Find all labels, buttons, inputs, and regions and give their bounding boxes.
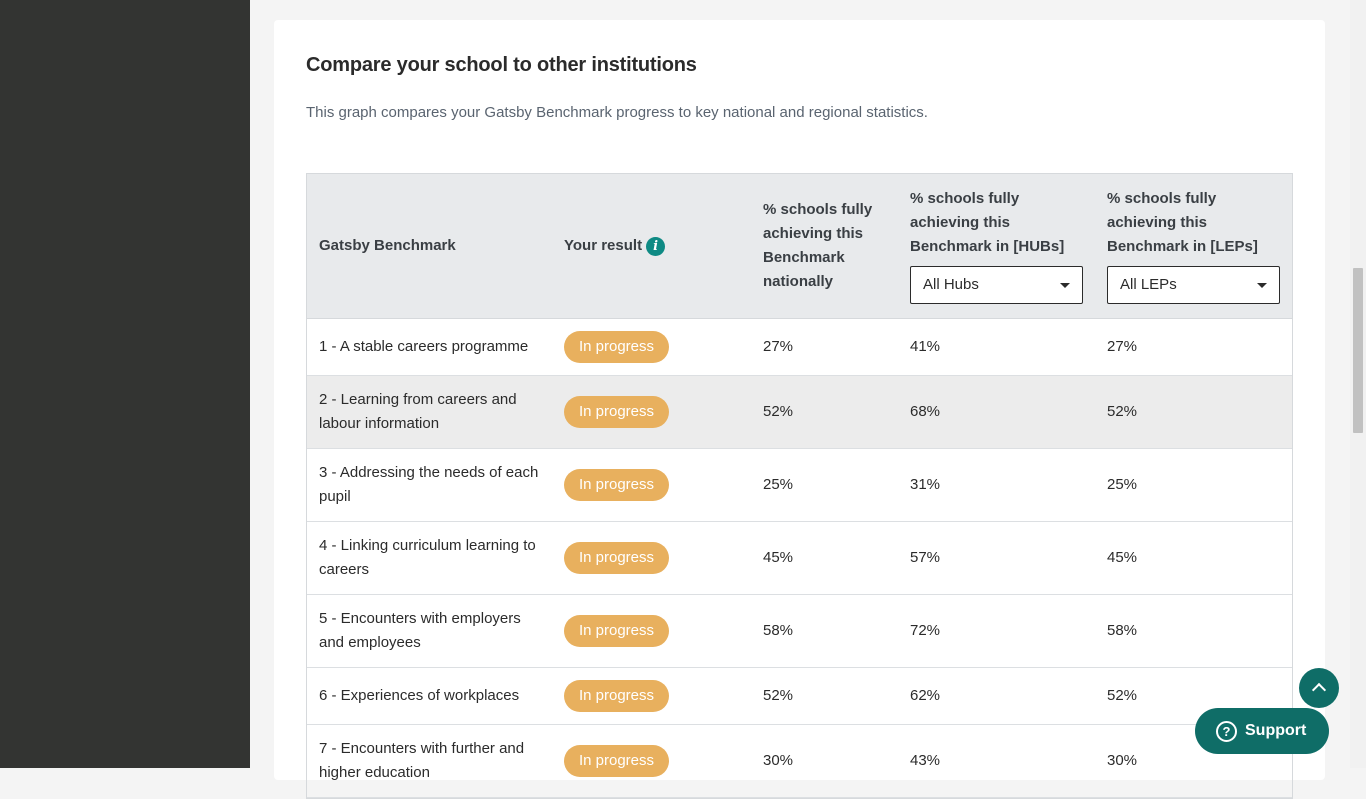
info-icon[interactable]: i <box>646 237 665 256</box>
hubs-value: 62% <box>910 687 941 704</box>
header-your-result-label: Your result <box>564 237 643 254</box>
leps-value: 52% <box>1107 687 1138 704</box>
table-row <box>307 668 1292 725</box>
hubs-value: 41% <box>910 338 941 355</box>
national-value: 52% <box>763 403 794 420</box>
leps-value: 30% <box>1107 752 1138 769</box>
scrollbar-thumb[interactable] <box>1353 268 1363 433</box>
national-value: 30% <box>763 752 794 769</box>
main-content <box>250 0 1350 781</box>
card-title: Compare your school to other institutions <box>306 54 697 76</box>
benchmark-name: 2 - Learning from careers and labour information <box>319 391 517 432</box>
hubs-value: 43% <box>910 752 941 769</box>
status-badge: In progress <box>564 615 669 647</box>
leps-value: 25% <box>1107 476 1138 493</box>
header-your-result <box>564 234 665 258</box>
header-national: % schools fully achieving this Benchmark nationally <box>763 201 873 290</box>
chevron-down-icon <box>1060 283 1070 288</box>
page-scrollbar[interactable] <box>1350 0 1366 768</box>
table-row <box>307 376 1292 449</box>
benchmark-name: 7 - Encounters with further and higher education <box>319 740 525 781</box>
hubs-value: 72% <box>910 622 941 639</box>
benchmark-table <box>306 173 1293 799</box>
leps-select-value: All LEPs <box>1120 276 1177 293</box>
support-label: Support <box>1245 722 1307 739</box>
back-to-top-button[interactable] <box>1299 668 1339 708</box>
table-row <box>307 595 1292 668</box>
status-badge: In progress <box>564 680 669 712</box>
hubs-value: 57% <box>910 549 941 566</box>
status-badge: In progress <box>564 745 669 777</box>
hubs-value: 68% <box>910 403 941 420</box>
status-badge: In progress <box>564 469 669 501</box>
table-row <box>307 319 1292 376</box>
leps-value: 52% <box>1107 403 1138 420</box>
chevron-down-icon <box>1257 283 1267 288</box>
leps-value: 27% <box>1107 338 1138 355</box>
status-badge: In progress <box>564 396 669 428</box>
benchmark-name: 3 - Addressing the needs of each pupil <box>319 464 539 505</box>
hubs-select[interactable] <box>910 266 1083 304</box>
table-row <box>307 522 1292 595</box>
compare-card <box>274 20 1325 780</box>
status-badge: In progress <box>564 542 669 574</box>
leps-value: 45% <box>1107 549 1138 566</box>
benchmark-name: 6 - Experiences of workplaces <box>319 687 520 704</box>
header-hubs: % schools fully achieving this Benchmark in [HUBs] <box>910 190 1065 255</box>
national-value: 58% <box>763 622 794 639</box>
header-gatsby-benchmark: Gatsby Benchmark <box>319 237 456 254</box>
benchmark-name: 5 - Encounters with employers and employees <box>319 610 521 651</box>
leps-value: 58% <box>1107 622 1138 639</box>
table-header <box>307 174 1292 319</box>
sidebar <box>0 0 250 768</box>
national-value: 27% <box>763 338 794 355</box>
support-button[interactable] <box>1195 708 1329 754</box>
hubs-value: 31% <box>910 476 941 493</box>
national-value: 25% <box>763 476 794 493</box>
table-row <box>307 449 1292 522</box>
table-row <box>307 725 1292 798</box>
header-leps: % schools fully achieving this Benchmark in [LEPs] <box>1107 190 1258 255</box>
national-value: 52% <box>763 687 794 704</box>
status-badge: In progress <box>564 331 669 363</box>
chevron-up-icon <box>1312 683 1326 697</box>
leps-select[interactable] <box>1107 266 1280 304</box>
benchmark-name: 4 - Linking curriculum learning to careers <box>319 537 536 578</box>
national-value: 45% <box>763 549 794 566</box>
benchmark-name: 1 - A stable careers programme <box>319 338 529 355</box>
hubs-select-value: All Hubs <box>923 276 979 293</box>
question-icon: ? <box>1216 721 1237 742</box>
card-description: This graph compares your Gatsby Benchmark progress to key national and regional statistics. <box>306 104 928 121</box>
